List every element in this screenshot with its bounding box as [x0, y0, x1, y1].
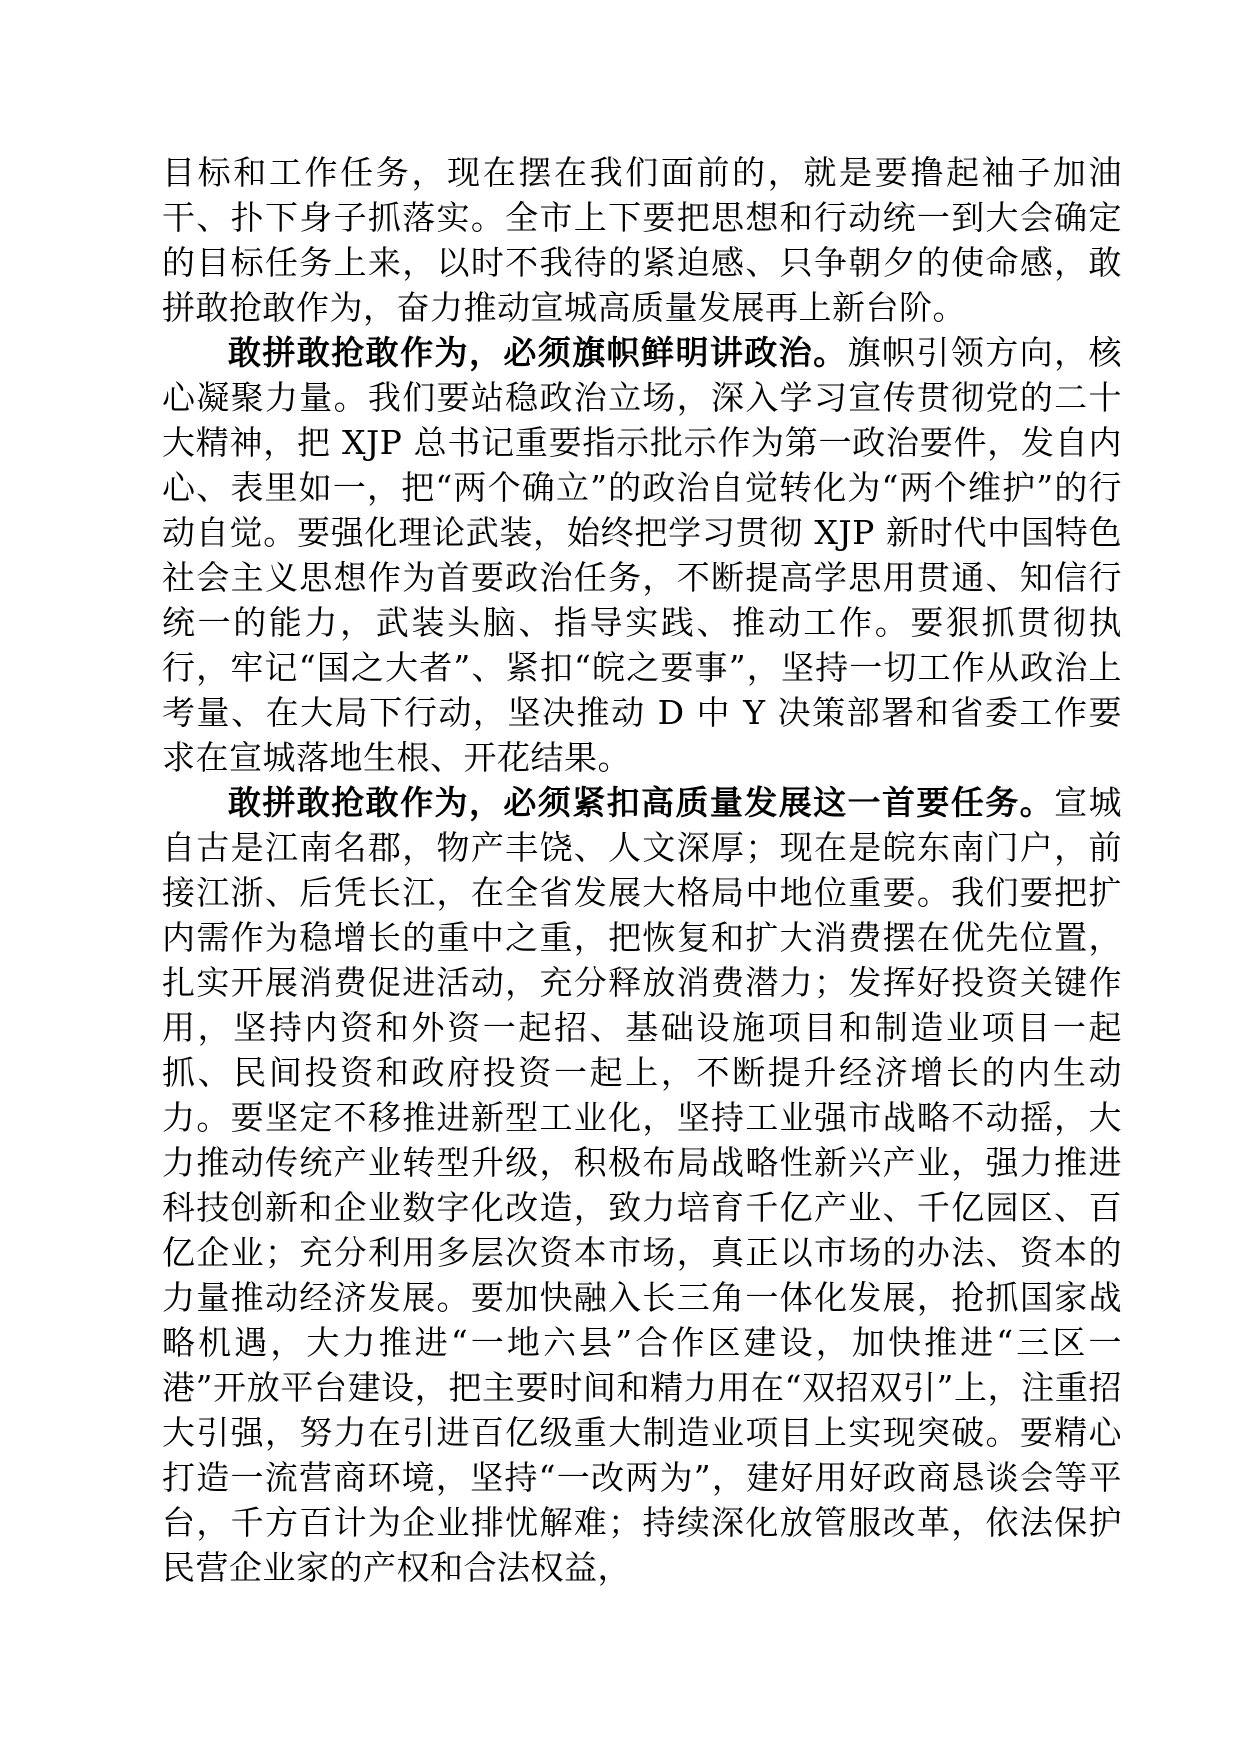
paragraph-body: 旗帜引领方向，核心凝聚力量。我们要站稳政治立场，深入学习宣传贯彻党的二十大精神，把 XJP 总书记重要指示批示作为第一政治要件，发自内心、表里如一，把“两个确立”的政治自觉转化为“两个维护”的行动自觉。要强化理论武装，始终把学习贯彻 XJP 新时代中国特色社会主义思想作为首要政治任务，不断提高学思用贯通、知信行统一的能力，武装头脑、指导实践、推动工作。要狠抓贯彻执行，牢记“国之大者”、紧扣“皖之要事”，坚持一切工作从政治上考量、在大局下行动，坚决推动 D 中 Y 决策部署和省委工作要求在宣城落地生根、开花结果。	[162, 333, 1123, 777]
paragraph-body: 宣城自古是江南名郡，物产丰饶、人文深厚；现在是皖东南门户，前接江浙、后凭长江，在全省发展大格局中地位重要。我们要把扩内需作为稳增长的重中之重，把恢复和扩大消费摆在优先位置，扎实开展消费促进活动，充分释放消费潜力；发挥好投资关键作用，坚持内资和外资一起招、基础设施项目和制造业项目一起抓、民间投资和政府投资一起上，不断提升经济增长的内生动力。要坚定不移推进新型工业化，坚持工业强市战略不动摇，大力推动传统产业转型升级，积极布局战略性新兴产业，强力推进科技创新和企业数字化改造，致力培育千亿产业、千亿园区、百亿企业；充分利用多层次资本市场，真正以市场的办法、资本的力量推动经济发展。要加快融入长三角一体化发展，抢抓国家战略机遇，大力推进“一地六县”合作区建设，加快推进“三区一港”开放平台建设，把主要时间和精力用在“双招双引”上，注重招大引强，努力在引进百亿级重大制造业项目上实现突破。要精心打造一流营商环境，坚持“一改两为”，建好用好政商恳谈会等平台，千方百计为企业排忧解难；持续深化放管服改革，依法保护民营企业家的产权和合法权益，	[162, 783, 1123, 1587]
paragraph-lead: 敢拼敢抢敢作为，必须旗帜鲜明讲政治。	[228, 333, 848, 372]
paragraph-continuation	[162, 150, 1122, 330]
paragraph-lead: 敢拼敢抢敢作为，必须紧扣高质量发展这一首要任务。	[228, 783, 1055, 822]
paragraph-politics	[162, 330, 1122, 780]
paragraph-body: 目标和工作任务，现在摆在我们面前的，就是要撸起袖子加油干、扑下身子抓落实。全市上下要把思想和行动统一到大会确定的目标任务上来，以时不我待的紧迫感、只争朝夕的使命感，敢拼敢抢敢作为，奋力推动宣城高质量发展再上新台阶。	[162, 153, 1122, 327]
document-page	[162, 150, 1122, 1590]
paragraph-development	[162, 780, 1122, 1590]
